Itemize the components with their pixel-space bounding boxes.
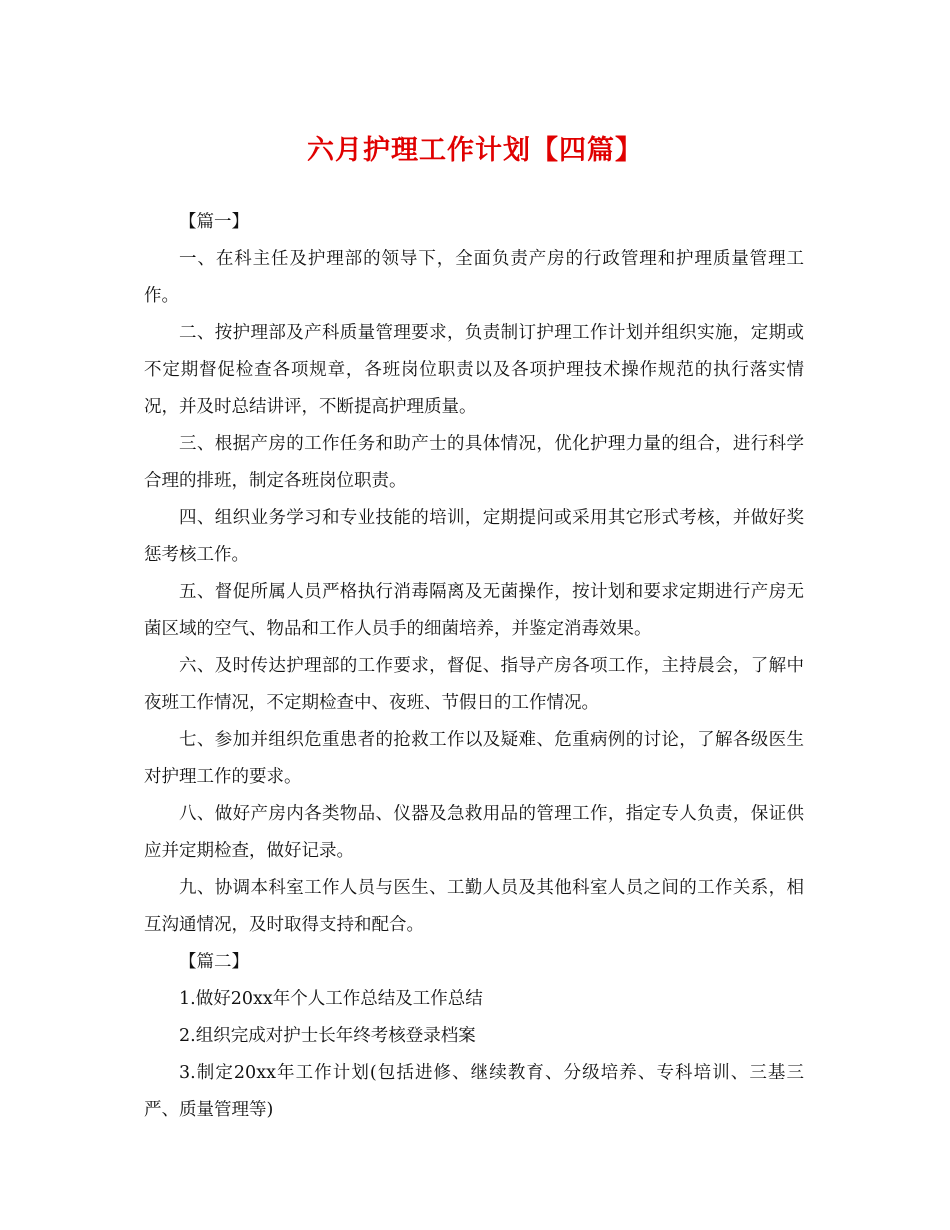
paragraph: 六、及时传达护理部的工作要求，督促、指导产房各项工作，主持晨会，了解中夜班工作情况，不定期检查中、夜班、节假日的工作情况。 [144, 656, 804, 713]
list-item: 2.组织完成对护士长年终考核登录档案 [179, 1026, 476, 1046]
paragraph: 八、做好产房内各类物品、仪器及急救用品的管理工作，指定专人负责，保证供应并定期检查，做好记录。 [144, 804, 804, 861]
paragraph: 七、参加并组织危重患者的抢救工作以及疑难、危重病例的讨论，了解各级医生对护理工作的要求。 [144, 730, 804, 787]
paragraph: 一、在科主任及护理部的领导下，全面负责产房的行政管理和护理质量管理工作。 [144, 249, 804, 306]
section-heading: 【篇一】 [179, 212, 249, 232]
paragraph: 二、按护理部及产科质量管理要求，负责制订护理工作计划并组织实施，定期或不定期督促检查各项规章，各班岗位职责以及各项护理技术操作规范的执行落实情况，并及时总结讲评，不断提高护理质量。 [144, 323, 804, 417]
paragraph: 九、协调本科室工作人员与医生、工勤人员及其他科室人员之间的工作关系，相互沟通情况，及时取得支持和配合。 [144, 878, 804, 935]
paragraph: 五、督促所属人员严格执行消毒隔离及无菌操作，按计划和要求定期进行产房无菌区域的空气、物品和工作人员手的细菌培养，并鉴定消毒效果。 [144, 582, 804, 639]
paragraph: 三、根据产房的工作任务和助产士的具体情况，优化护理力量的组合，进行科学合理的排班，制定各班岗位职责。 [144, 434, 804, 491]
paragraph: 四、组织业务学习和专业技能的培训，定期提问或采用其它形式考核，并做好奖惩考核工作。 [144, 508, 804, 565]
list-item: 3.制定20xx年工作计划(包括进修、继续教育、分级培养、专科培训、三基三严、质量管理等) [144, 1063, 804, 1120]
document-body [144, 204, 804, 1129]
section-heading: 【篇二】 [179, 952, 249, 972]
document-title: 六月护理工作计划【四篇】 [307, 135, 643, 166]
list-item: 1.做好20xx年个人工作总结及工作总结 [179, 989, 483, 1009]
